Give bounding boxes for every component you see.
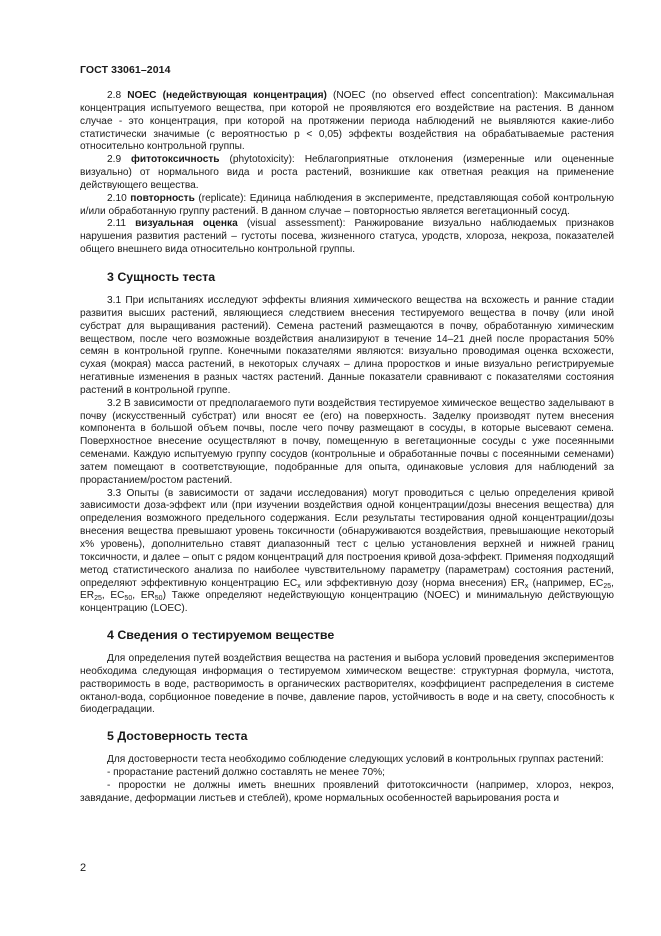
paragraph-3-2: 3.2 В зависимости от предполагаемого пути воздействия тестируемое химическое вещество заделывают в почву (искусственный субстрат) или вносят ее (его) на поверхность. Заделку производят путем внесения компонента в большой объем почвы, после чего почву размещают в сосуды, в которые высевают семена. Поверхностное внесение осуществляют в почву, помещенную в вегетационные сосуды с уже посеянными семенами. Каждую испытуемую группу сосудов (контрольные и обработанные почвы с посеянными семенами) затем помещают в соответствующие, подобранные для опыта, одинаковые условия для наблюдений за прорастанием/ростом растений.	[80, 397, 614, 486]
term-phytotoxicity: фитотоксичность	[131, 154, 220, 166]
paragraph-3-3: 3.3 Опыты (в зависимости от задачи исследования) могут проводиться с целью определения кривой зависимости доза-эффект или (при изучении воздействия одной концентрации/дозы внесения вещества) для определения возможного предельного содержания. Если результаты тестирования одной концентрации/дозы внесения вещества превышают уровень токсичности (обнаруживаются воздействия, превышающие некоторый x% уровень), дополнительно ставят диапазонный тест с целью установления верхней и нижней границ токсичности, и далее – опыт с рядом концентраций для построения кривой доза-эффект. Применяя подходящий метод статистического анализа по наиболее чувствительному параметру (параметрам) состояния растений, определяют эффективную концентрацию $EC_x$ или эффективную дозу (норма внесения) $ER_x$ (например, $EC_{25}$, $ER_{25}$, $EC_{50}$, $ER_{50}$) Также определяют недействующую концентрацию (NOEC) и минимальную действующую концентрацию (LOEC).	[80, 487, 614, 615]
paragraph-3-1: 3.1 При испытаниях исследуют эффекты влияния химического вещества на всхожесть и ранние стадии развития высших растений, являющиеся следствием внесения тестируемого вещества в почву (или иной субстрат для выращивания растений). Семена растений размещаются в почву, обработанную химическим веществом, после чего возможные воздействия анализируют в течение 14–21 дней после прорастания 50% семян в контрольной группе. Конечными показателями являются: визуально проводимая оценка всхожести, сухая (мокрая) масса растений, в некоторых случаях – длина проростков и иные визуально регистрируемые негативные изменения в разных частях растений. Данные показатели сравнивают с показателями состояния растений в контрольной группе.	[80, 294, 614, 396]
page-number: 2	[80, 862, 87, 874]
paragraph-5-1: Для достоверности теста необходимо соблюдение следующих условий в контрольных группах растений:	[107, 754, 604, 766]
term-noec: NOEC (недействующая концентрация)	[127, 90, 327, 101]
definition-2-9: 2.9 фитотоксичность (phytotoxicity): Неблагоприятные отклонения (измеренные или оцененные визуально) от нормального вида и роста растений, возникшие как ответная реакция на применение действующего вещества.	[80, 154, 614, 191]
section-3-heading: 3 Сущность теста	[107, 269, 216, 284]
definition-2-8: 2.8 NOEC (недействующая концентрация) (NOEC (no observed effect concentration): Максимальная концентрация испытуемого вещества, при которой не проявляются его воздействие на растения. В данном случае - это концентрация, при которой на протяжении периода наблюдений не выявляются какие-либо статистически значимые (с вероятностью р < 0,05) эффекты воздействия на обрабатываемые растения относительно контрольной группы.	[80, 90, 614, 153]
section-4-heading: 4 Сведения о тестируемом веществе	[107, 628, 335, 643]
section-5-heading: 5 Достоверность теста	[107, 729, 248, 744]
definition-2-11: 2.11 визуальная оценка (visual assessment): Ранжирование визуально наблюдаемых признаков нарушения развития растений – густоты посева, жизненного статуса, уродств, хлороза, некроза, показателей общего внешнего вида относительно контрольной группы.	[80, 218, 614, 256]
term-replicate: повторность	[130, 192, 195, 204]
paragraph-4-1: Для определения путей воздействия вещества на растения и выбора условий проведения экспериментов необходима следующая информация о тестируемом химическом веществе: структурная формула, чистота, растворимость в воде, растворимость в органических растворителях, коэффициент распределения в системе октанол-вода, сорбционное поведение в почве, давление паров, устойчивость в воде и на свету, способность к биодеградации.	[80, 653, 614, 716]
list-item: - прорастание растений должно составлять не менее 70%;	[107, 767, 385, 779]
page-content	[80, 90, 614, 806]
definition-2-10: 2.10 повторность (replicate): Единица наблюдения в эксперименте, представляющая собой контрольную и/или обработанную группу растений. В данном случае – повторностью является вегетационный сосуд.	[80, 192, 614, 217]
term-visual-assessment: визуальная оценка	[135, 218, 238, 230]
list-item: - проростки не должны иметь внешних проявлений фитотоксичности (например, хлороз, некроз, завядание, деформации листьев и стеблей), кроме нормальных особенностей варьирования роста и	[80, 779, 614, 804]
document-header: ГОСТ 33061–2014	[80, 64, 171, 76]
